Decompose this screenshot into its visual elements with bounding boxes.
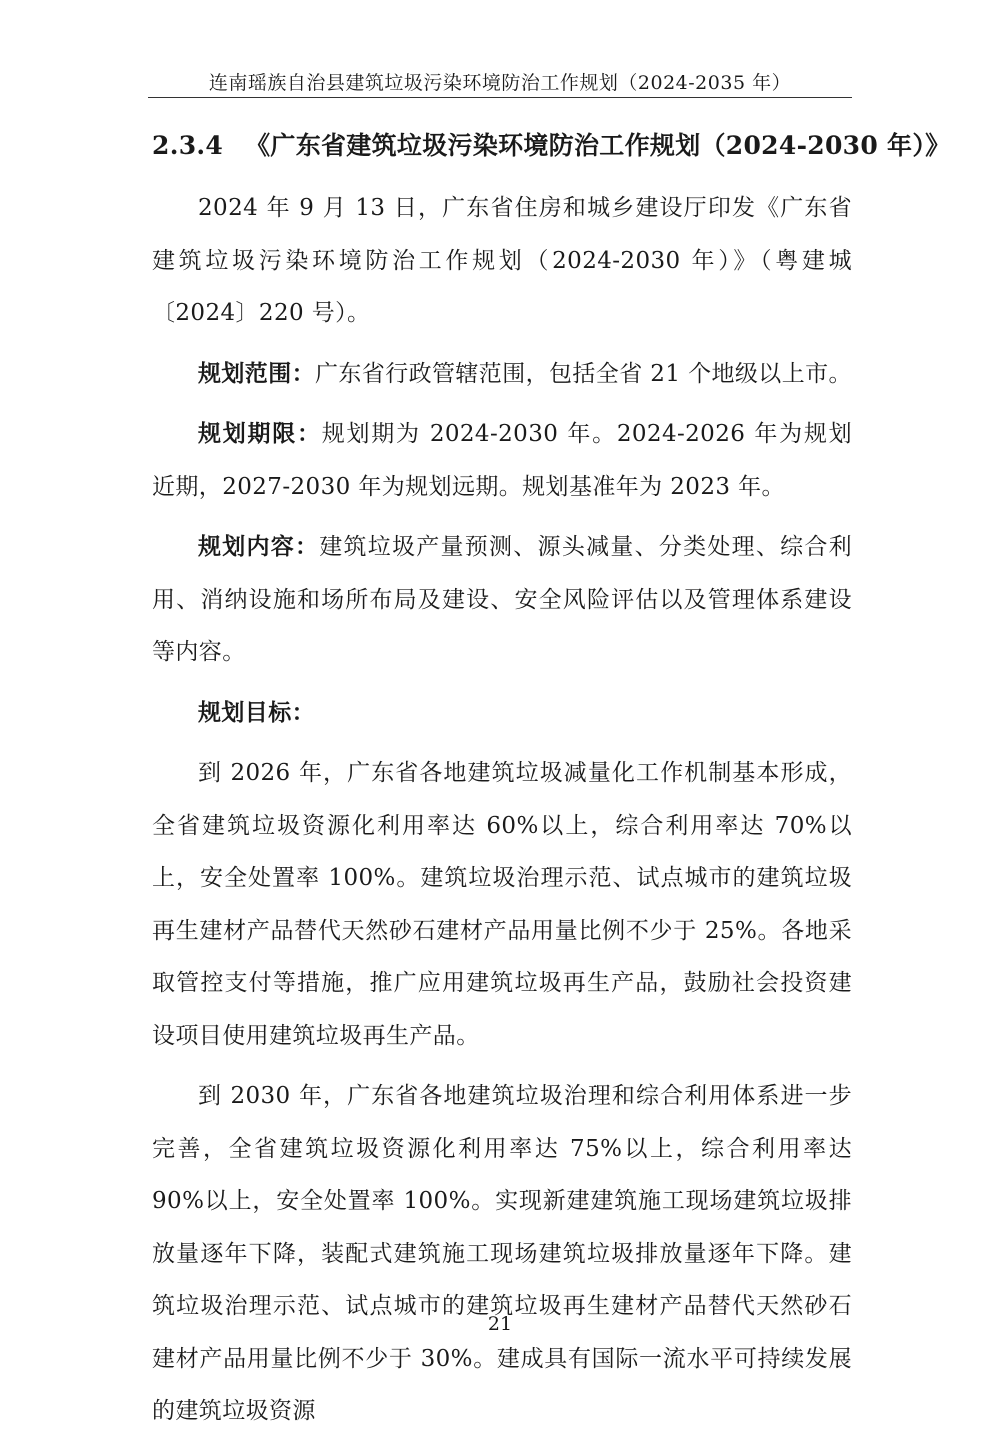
header-rule	[148, 97, 852, 98]
content-text: 建筑垃圾产量预测、源头减量、分类处理、综合利用、消纳设施和场所布局及建设、安全风险评估以及管理体系建设等内容。	[152, 534, 853, 665]
goal-2026-paragraph: 到 2026 年，广东省各地建筑垃圾减量化工作机制基本形成，全省建筑垃圾资源化利用率达 60%以上，综合利用率达 70%以上，安全处置率 100%。建筑垃圾治理示范、试点城市的建筑垃圾再生建材产品替代天然砂石建材产品用量比例不少于 25%。各地采取管控支付等措施，推广应用建筑垃圾再生产品，鼓励社会投资建设项目使用建筑垃圾再生产品。	[152, 760, 852, 1049]
period-label: 规划期限：	[198, 420, 322, 447]
scope-text: 广东省行政管辖范围，包括全省 21 个地级以上市。	[315, 360, 852, 387]
content-label: 规划内容：	[198, 533, 320, 560]
running-header: 连南瑶族自治县建筑垃圾污染环境防治工作规划（2024-2035 年）	[208, 72, 792, 94]
goal-2030-paragraph: 到 2030 年，广东省各地建筑垃圾治理和综合利用体系进一步完善，全省建筑垃圾资源化利用率达 75%以上，综合利用率达 90%以上，安全处置率 100%。实现新建建筑施工现场建筑垃圾排放量逐年下降，装配式建筑施工现场建筑垃圾排放量逐年下降。建筑垃圾治理示范、试点城市的建筑垃圾再生建材产品替代天然砂石建材产品用量比例不少于 30%。建成具有国际一流水平可持续发展的建筑垃圾资源	[152, 1083, 852, 1424]
section-heading	[152, 126, 951, 166]
intro-paragraph: 2024 年 9 月 13 日，广东省住房和城乡建设厅印发《广东省建筑垃圾污染环境防治工作规划（2024-2030 年）》（粤建城〔2024〕220 号）。	[152, 195, 852, 326]
scope-paragraph	[152, 348, 852, 401]
goal-heading	[152, 687, 852, 740]
page-body	[152, 126, 951, 1438]
section-number: 2.3.4	[152, 131, 224, 160]
goal-label: 规划目标：	[198, 698, 315, 726]
period-text: 规划期为 2024-2030 年。2024-2026 年为规划近期，2027-2030 年为规划远期。规划基准年为 2023 年。	[152, 421, 852, 500]
scope-label: 规划范围：	[198, 359, 315, 387]
content-paragraph	[152, 521, 852, 679]
period-paragraph	[152, 408, 852, 513]
page-number: 21	[487, 1313, 513, 1335]
section-title: 《广东省建筑垃圾污染环境防治工作规划（2024-2030 年）》	[245, 131, 951, 160]
